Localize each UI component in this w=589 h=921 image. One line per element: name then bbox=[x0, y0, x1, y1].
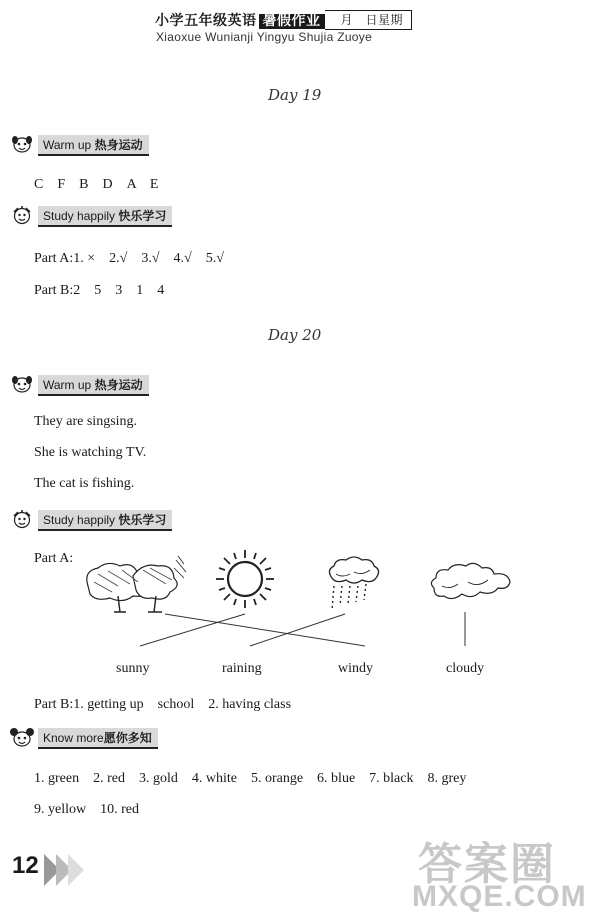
matching-lines bbox=[130, 608, 480, 648]
cartoon-mascot-icon bbox=[10, 726, 34, 750]
watermark-top: 答案圈 bbox=[418, 840, 556, 889]
know-more-line-2: 9. yellow 10. red bbox=[34, 802, 139, 817]
weather-word-windy: windy bbox=[338, 661, 373, 676]
header-date-label: 月 日星期 bbox=[325, 10, 413, 30]
day20-sentence: She is watching TV. bbox=[34, 445, 147, 460]
day19-warmup-section bbox=[10, 136, 149, 154]
cartoon-mascot-icon bbox=[10, 133, 34, 157]
day20-warmup-label: Warm up 热身运动 bbox=[38, 375, 149, 396]
day19-warmup-label: Warm up 热身运动 bbox=[38, 135, 149, 156]
header-pinyin: Xiaoxue Wunianji Yingyu Shujia Zuoye bbox=[156, 30, 373, 44]
day19-part-b: Part B:2 5 3 1 4 bbox=[34, 283, 165, 298]
day20-sentence: They are singsing. bbox=[34, 414, 138, 429]
day20-warmup-section bbox=[10, 376, 149, 394]
watermark-bottom: MXQE.COM bbox=[412, 880, 587, 913]
day19-title: Day 19 bbox=[268, 86, 322, 104]
weather-word-raining: raining bbox=[222, 661, 262, 676]
day19-study-section bbox=[10, 207, 172, 225]
day20-part-b: Part B:1. getting up school 2. having class bbox=[34, 697, 292, 712]
weather-word-cloudy: cloudy bbox=[446, 661, 485, 676]
weather-word-sunny: sunny bbox=[116, 661, 150, 676]
know-more-line-1: 1. green 2. red 3. gold 4. white 5. orange 6. blue 7. black 8. grey bbox=[34, 771, 467, 786]
header-title bbox=[155, 10, 412, 30]
know-more-label: Know more愿你多知 bbox=[38, 728, 158, 749]
cartoon-mascot-icon bbox=[10, 508, 34, 532]
arrow-chevrons-icon bbox=[44, 852, 86, 888]
day20-study-label: Study happily 快乐学习 bbox=[38, 510, 172, 531]
sun-icon bbox=[214, 548, 276, 610]
day19-warmup-answer: C F B D A E bbox=[34, 177, 159, 192]
cloud-icon bbox=[428, 562, 512, 606]
cartoon-mascot-icon bbox=[10, 204, 34, 228]
cartoon-mascot-icon bbox=[10, 373, 34, 397]
header-title-zh: 小学五年级英语 bbox=[155, 14, 257, 29]
day20-study-section bbox=[10, 511, 172, 529]
header-title-highlight: 暑假作业 bbox=[259, 14, 325, 29]
rain-cloud-icon bbox=[324, 556, 382, 612]
day20-part-a-label: Part A: bbox=[34, 551, 74, 566]
windy-tree-icon bbox=[78, 556, 188, 616]
know-more-section bbox=[10, 729, 158, 747]
day20-title: Day 20 bbox=[268, 326, 322, 344]
day20-sentence: The cat is fishing. bbox=[34, 476, 135, 491]
page-number: 12 bbox=[12, 852, 39, 879]
day19-part-a: Part A:1. × 2.√ 3.√ 4.√ 5.√ bbox=[34, 251, 224, 266]
day19-study-label: Study happily 快乐学习 bbox=[38, 206, 172, 227]
